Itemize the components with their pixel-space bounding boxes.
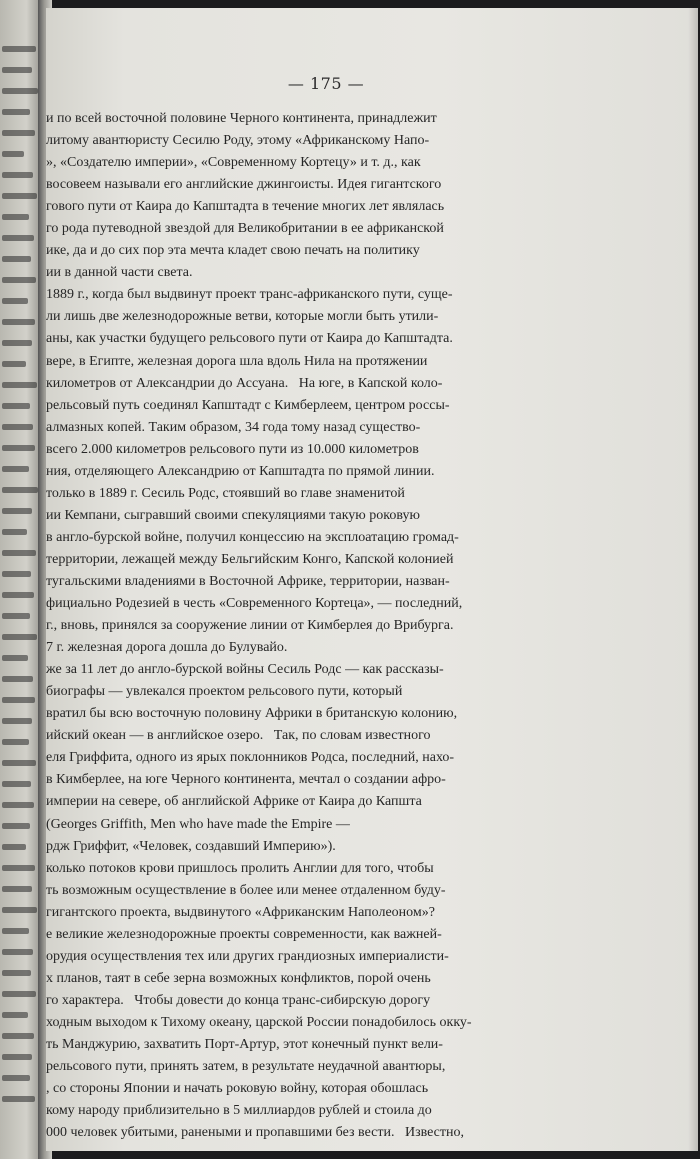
previous-page-line — [2, 613, 30, 619]
text-line: километров от Александрии до Ассуана. На юге, в Капской коло- — [46, 375, 443, 391]
previous-page-line — [2, 340, 32, 346]
text-line: 000 человек убитыми, ранеными и пропавшими без вести. Известно, — [46, 1125, 465, 1141]
previous-page-line — [2, 907, 37, 913]
previous-page-line — [2, 718, 32, 724]
previous-page-line — [2, 529, 27, 535]
page-text — [46, 108, 566, 1144]
text-line: колько потоков крови пришлось пролить Англии для того, чтобы — [46, 860, 434, 876]
previous-page-line — [2, 676, 33, 682]
previous-page-line — [2, 319, 35, 325]
previous-page-line — [2, 1075, 30, 1081]
text-line: ийский океан — в английское озеро. Так, по словам известного — [46, 728, 431, 744]
previous-page-line — [2, 277, 36, 283]
text-line: 7 г. железная дорога дошла до Булувайо. — [46, 640, 288, 656]
previous-page-line — [2, 298, 28, 304]
previous-page-line — [2, 466, 29, 472]
text-line: ли лишь две железнодорожные ветви, которые могли быть утили- — [46, 309, 439, 325]
previous-page-line — [2, 445, 35, 451]
text-line: ии в данной части света. — [46, 265, 193, 281]
previous-page-line — [2, 781, 31, 787]
previous-page-line — [2, 571, 31, 577]
previous-page-line — [2, 193, 37, 199]
text-line: рельсовый путь соединял Капштадт с Кимберлеем, центром россы- — [46, 397, 450, 413]
text-line: литому авантюристу Сесилю Роду, этому «Африканскому Напо- — [46, 133, 430, 149]
text-line: алмазных копей. Таким образом, 34 года тому назад существо- — [46, 419, 421, 435]
book-page — [46, 8, 698, 1151]
previous-page-line — [2, 928, 29, 934]
previous-page-line — [2, 508, 32, 514]
previous-page-line — [2, 886, 32, 892]
previous-page-line — [2, 1096, 35, 1102]
text-line: г., вновь, принялся за сооружение линии от Кимберлея до Врибурга. — [46, 618, 454, 634]
text-line: », «Создателю империи», «Современному Кортецу» и т. д., как — [46, 155, 421, 171]
previous-page-line — [2, 403, 30, 409]
text-line: восовеем называли его английские джингоисты. Идея гигантского — [46, 177, 442, 193]
text-line: же за 11 лет до англо-бурской войны Сесиль Родс — как рассказы- — [46, 662, 444, 678]
previous-page-line — [2, 151, 24, 157]
text-line: ния, отделяющего Александрию от Капштадта по прямой линии. — [46, 463, 435, 479]
previous-page-line — [2, 823, 30, 829]
text-line: 1889 г., когда был выдвинут проект транс-африканского пути, суще- — [46, 287, 453, 303]
text-line: вере, в Египте, железная дорога шла вдоль Нила на протяжении — [46, 353, 428, 369]
previous-page-line — [2, 655, 28, 661]
previous-page-line — [2, 991, 36, 997]
text-line: фициально Родезией в честь «Современного Кортеца», — последний, — [46, 596, 463, 612]
previous-page-line — [2, 88, 38, 94]
previous-page-line — [2, 970, 31, 976]
previous-page-line — [2, 67, 32, 73]
previous-page-line — [2, 802, 34, 808]
text-line: тугальскими владениями в Восточной Африке, территории, назван- — [46, 573, 450, 589]
text-line: го характера. Чтобы довести до конца транс-сибирскую дорогу — [46, 992, 431, 1008]
page-edge-shadow — [688, 8, 698, 1151]
text-line: в англо-бурской войне, получил концессию на эксплоатацию громад- — [46, 529, 459, 545]
text-line: рдж Гриффит, «Человек, создавший Империю»). — [46, 838, 336, 854]
text-line: ть возможным осуществление в более или менее отдаленном буду- — [46, 882, 446, 898]
previous-page-line — [2, 424, 33, 430]
previous-page-line — [2, 949, 33, 955]
text-line: еля Гриффита, одного из ярых поклонников Родса, последний, нахо- — [46, 750, 455, 766]
text-line: в Кимберлее, на юге Черного континента, мечтал о создании афро- — [46, 772, 446, 788]
text-line: орудия осуществления тех или других грандиозных империалисти- — [46, 948, 449, 964]
text-line: е великие железнодорожные проекты современности, как важней- — [46, 926, 442, 942]
previous-page-line — [2, 130, 35, 136]
text-line: гигантского проекта, выдвинутого «Африканским Наполеоном»? — [46, 904, 435, 920]
text-line: империи на севере, об английской Африке от Каира до Капшта — [46, 794, 422, 810]
text-line: ть Манджурию, захватить Порт-Артур, этот конечный пункт вели- — [46, 1036, 443, 1052]
text-line: и по всей восточной половине Черного континента, принадлежит — [46, 111, 437, 126]
previous-page-line — [2, 739, 29, 745]
previous-page-line — [2, 844, 26, 850]
previous-page-line — [2, 634, 37, 640]
previous-page-line — [2, 697, 35, 703]
previous-page-line — [2, 214, 29, 220]
previous-page-line — [2, 487, 38, 493]
text-line: ике, да и до сих пор эта мечта кладет свою печать на политику — [46, 243, 420, 259]
text-line: только в 1889 г. Сесиль Родс, стоявший во главе знаменитой — [46, 485, 405, 501]
text-line: вратил бы всю восточную половину Африки в британскую колонию, — [46, 706, 458, 722]
text-line: , со стороны Японии и начать роковую войну, которая обошлась — [46, 1081, 429, 1097]
text-line: биографы — увлекался проектом рельсового пути, который — [46, 684, 403, 700]
text-line: кому народу приблизительно в 5 миллиардов рублей и стоила до — [46, 1103, 432, 1119]
text-line: го рода путеводной звездой для Великобритании в ее африканской — [46, 221, 444, 237]
text-line: территории, лежащей между Бельгийским Конго, Капской колонией — [46, 551, 454, 567]
previous-page-line — [2, 1033, 34, 1039]
previous-page-line — [2, 592, 34, 598]
previous-page-line — [2, 172, 33, 178]
previous-page-line — [2, 109, 30, 115]
previous-page-line — [2, 760, 36, 766]
text-line: ии Кемпани, сыгравший своими спекуляциями такую роковую — [46, 507, 420, 523]
text-line: ходным выходом к Тихому океану, царской России понадобилось окку- — [46, 1014, 472, 1030]
previous-page-line — [2, 1012, 28, 1018]
previous-page-line — [2, 1054, 32, 1060]
previous-page-line — [2, 235, 34, 241]
text-line: (Georges Griffith, Men who have made the Empire — — [46, 816, 350, 832]
previous-page-line — [2, 256, 31, 262]
text-line: гового пути от Каира до Капштадта в течение многих лет являлась — [46, 199, 445, 215]
text-line: рельсового пути, принять затем, в результате неудачной авантюры, — [46, 1059, 446, 1075]
previous-page-line — [2, 865, 35, 871]
previous-page-line — [2, 382, 37, 388]
page-number: — 175 — — [287, 74, 365, 93]
text-line: х планов, таят в себе зерна возможных конфликтов, порой очень — [46, 970, 431, 986]
previous-page-line — [2, 550, 36, 556]
previous-page-line — [2, 361, 26, 367]
text-line: всего 2.000 километров рельсового пути из 10.000 километров — [46, 441, 419, 457]
previous-page-line — [2, 46, 36, 52]
text-line: аны, как участки будущего рельсового пути от Каира до Капштадта. — [46, 331, 453, 347]
